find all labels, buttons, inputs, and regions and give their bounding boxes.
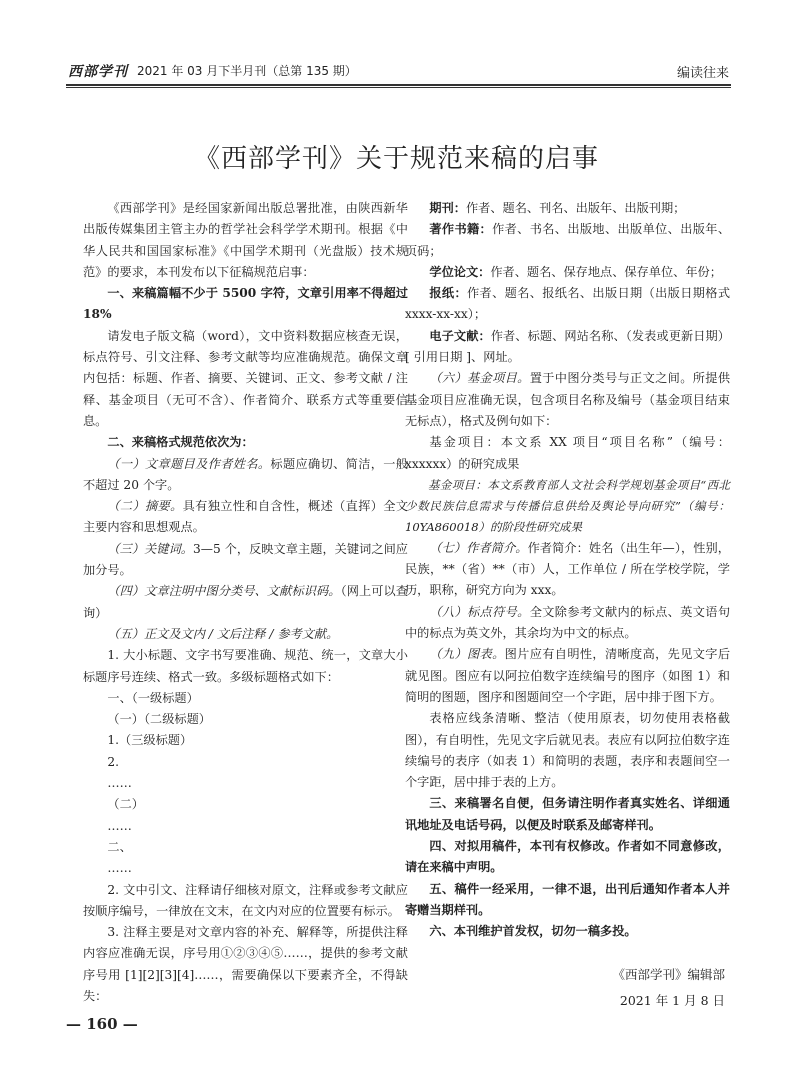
fund-example: 基金项目：本文系教育部人文社会科学规划基金项目“西北少数民族信息需求与传播信息供给及舆论导向研究”（编号：10YA860018）的阶段性研究成果 — [405, 477, 730, 534]
section-heading-1: 一、来稿篇幅不少于 5500 字符，文章引用率不得超过 18% — [83, 286, 408, 322]
ref-book: 著作书籍：作者、书名、出版地、出版单位、出版年、页码； — [405, 222, 731, 258]
header-rule-thin — [66, 87, 731, 88]
page-number: — 160 — — [66, 1015, 138, 1033]
section-heading-6: 六、本刊维护首发权，切勿一稿多投。 — [429, 924, 637, 939]
journal-logo: 西部学刊 — [68, 64, 128, 80]
item-7: （七）作者简介。作者简介：姓名（出生年—），性别，民族，**（省）**（市）人，工作单位 / 所在学校学院，学历，职称，研究方向为 xxx。 — [405, 540, 730, 598]
issue-info: 2021 年 03 月下半月刊（总第 135 期） — [137, 64, 357, 78]
level-example: （一）（二级标题） — [107, 712, 211, 727]
level-example: …… — [107, 776, 132, 791]
running-header — [68, 61, 729, 83]
item-3-term: （三）关键词。 — [107, 541, 193, 556]
item-4 — [83, 581, 408, 624]
level-example: （二） — [107, 797, 144, 812]
item-1 — [83, 454, 408, 497]
item-4-text: （网上可以查询） — [83, 584, 409, 620]
item-1-text: 标题应确切、简洁，一般不超过 20 个字。 — [83, 456, 409, 492]
level-example: 一、（一级标题） — [107, 690, 199, 705]
item-2-text: 具有独立性和自含性，概述（直挥）全文主要内容和思想观点。 — [83, 499, 409, 535]
level-example: …… — [107, 861, 132, 876]
section-name: 编读往来 — [676, 66, 729, 81]
header-rule — [66, 84, 731, 86]
paragraph-6: 2. 文中引文、注释请仔细核对原文，注释或参考文献应按顺序编号，一律放在文末，在文内对应的位置要有标示。 — [83, 882, 408, 918]
page-title: 《西部学刊》关于规范来稿的启事 — [193, 144, 599, 174]
fund-format: 基金项目：本文系 XX 项目“项目名称”（编号：xxxxxx）的研究成果 — [405, 435, 730, 471]
item-9-table: 表格应线条清晰、整洁（使用原表，切勿使用表格截图），有自明性，先见文字后就见表。表应有以阿拉伯数字连续编号的表序（如表 1）和简明的表题，表序和表题间空一个字距，居中排于表的上方。 — [405, 711, 730, 790]
intro-paragraph: 《西部学刊》是经国家新闻出版总署批准，由陕西新华出版传媒集团主管主办的哲学社会科学学术期刊。根据《中华人民共和国国家标准》《中国学术期刊（光盘版）技术规范》的要求，本刊发布以下征稿规范启事： — [83, 201, 408, 279]
item-2-term: （二）摘要。 — [107, 499, 183, 514]
item-6: （六）基金项目。置于中图分类号与正文之间。所提供基金项目应准确无误，包含项目名称及编号（基金项目结束无标点），格式及例句如下： — [405, 371, 731, 428]
level-example: 1.（三级标题） — [107, 733, 193, 748]
section-heading-2: 二、来稿格式规范依次为： — [107, 435, 254, 450]
left-column — [83, 198, 408, 1007]
item-9: （九）图表。图片应有自明性，清晰度高，先见文字后就见图。图应有以阿拉伯数字连续编号的图序（如图 1）和简明的图题，图序和图题间空一个字距，居中排于图下方。 — [405, 647, 731, 704]
paragraph-7: 3. 注释主要是对文章内容的补充、解释等，所提供注释内容应准确无误，序号用①②③④⑤……，提供的参考文献序号用 [1][2][3][4]……，需要确保以下要素齐全，不得缺失： — [83, 925, 408, 1003]
signature-block — [560, 962, 725, 1014]
right-column — [405, 198, 730, 943]
section-heading-4: 四、对拟用稿件，本刊有权修改。作者如不同意修改，请在来稿中声明。 — [405, 839, 730, 875]
level-example: …… — [107, 818, 132, 833]
item-2 — [83, 496, 408, 539]
item-4-term: （四）文章注明中图分类号、文献标识码。 — [107, 584, 341, 599]
signature-org: 《西部学刊》编辑部 — [612, 967, 725, 982]
level-example: 2. — [107, 754, 120, 769]
level-example: 二、 — [107, 839, 132, 854]
item-8: （八）标点符号。全文除参考文献内的标点、英文语句中的标点为英文外，其余均为中文的标点。 — [405, 604, 731, 641]
item-1-term: （一）文章题目及作者姓名。 — [107, 456, 271, 471]
signature-date: 2021 年 1 月 8 日 — [619, 993, 725, 1008]
section-heading-3: 三、来稿署名自便，但务请注明作者真实姓名、详细通讯地址及电话号码，以便及时联系及邮寄样刊。 — [405, 796, 730, 832]
ref-newspaper: 报纸：作者、题名、报纸名、出版日期（出版日期格式 xxxx-xx-xx）； — [405, 286, 731, 322]
paragraph-1: 请发电子版文稿（word），文中资料数据应核查无误，标点符号、引文注释、参考文献等均应准确规范。确保文章内包括：标题、作者、摘要、关键词、正文、参考文献 / 注释、基金项目（无可不含）、作者简介、联系方式等重要信息。 — [83, 328, 408, 428]
paragraph-5: 1. 大小标题、文字书写要准确、规范、统一，文章大小标题序号连续、格式一致。多级标题格式如下： — [83, 648, 408, 684]
ref-journal: 期刊：作者、题名、刊名、出版年、出版刊期； — [429, 201, 686, 215]
item-5-term: （五）正文及文内 / 文后注释 / 参考文献。 — [107, 626, 339, 641]
item-3 — [83, 539, 408, 582]
item-3-text: 3—5 个，反映文章主题，关键词之间应加分号。 — [83, 541, 408, 578]
ref-thesis: 学位论文：作者、题名、保存地点、保存单位、年份； — [429, 264, 722, 279]
ref-electronic: 电子文献：作者、标题、网站名称、（发表或更新日期）[ 引用日期 ]、网址。 — [405, 328, 730, 365]
section-heading-5: 五、稿件一经采用，一律不退，出刊后通知作者本人并寄赠当期样刊。 — [405, 881, 730, 917]
item-5 — [83, 624, 408, 645]
